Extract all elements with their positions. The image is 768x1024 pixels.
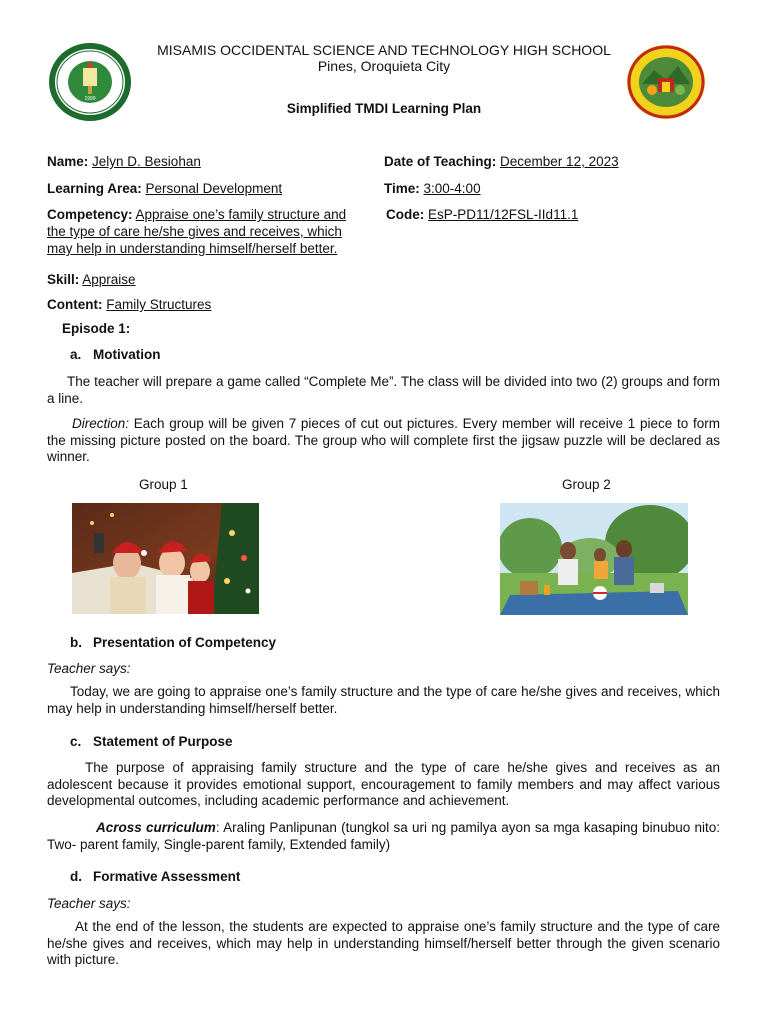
name-field [47,153,201,170]
competency-line-2: the type of care he/she gives and receives, which [47,224,342,239]
school-header [0,42,768,74]
section-b-letter: b. [70,635,82,650]
skill-field [47,271,136,288]
section-d-title: Formative Assessment [93,869,241,884]
direction-paragraph [47,416,720,466]
teacher-says-d: Teacher says: [47,896,131,911]
time-value: 3:00-4:00 [423,181,481,196]
teacher-says-b: Teacher says: [47,661,131,676]
school-name: MISAMIS OCCIDENTAL SCIENCE AND TECHNOLOGY HIGH SCHOOL [157,42,611,58]
section-a-title: Motivation [93,347,161,362]
competency-label: Competency: [47,207,133,222]
section-c-letter: c. [70,734,82,749]
time-field [384,180,481,197]
area-label: Learning Area: [47,181,142,196]
across-curriculum-paragraph [47,820,720,853]
competency-field [47,206,377,257]
section-a-letter: a. [70,347,82,362]
assessment-paragraph: At the end of the lesson, the students are expected to appraise one’s family structure and the type of care he/she gives and receives, which may help in understanding himself/herself better through the given scenario with picture. [47,919,720,967]
content-value: Family Structures [106,297,212,312]
content-field [47,296,211,313]
motivation-paragraph: The teacher will prepare a game called “Complete Me”. The class will be divided into two (2) groups and form a line. [47,374,720,406]
presentation-paragraph: Today, we are going to appraise one’s family structure and the type of care he/she gives and receives, which may help in understanding himself/herself better. [47,684,720,716]
competency-line-3: may help in understanding himself/herself better. [47,241,338,256]
plan-title: Simplified TMDI Learning Plan [286,101,482,116]
code-value: EsP-PD11/12FSL-IId11.1 [428,207,579,222]
across-curriculum-text: : Araling Panlipunan (tungkol sa uri ng pamilya ayon sa mga kasaping binubuo nito: Two- parent family, Single-parent family, Extended family) [47,820,720,852]
school-location: Pines, Oroquieta City [317,58,451,74]
skill-value: Appraise [82,272,136,287]
skill-label: Skill: [47,272,80,287]
code-label: Code: [386,207,425,222]
competency-line-1: Appraise one’s family structure and [135,207,347,222]
name-label: Name: [47,154,89,169]
group-2-label: Group 2 [562,477,611,492]
across-curriculum-label: Across curriculum [96,820,216,835]
name-value: Jelyn D. Besiohan [92,154,201,169]
direction-text: Each group will be given 7 pieces of cut out pictures. Every member will receive 1 piece to form the missing picture posted on the board. The group who will complete first the jigsaw puzzle will be declared as winner. [47,416,720,464]
family-christmas-photo [72,503,259,614]
episode-heading: Episode 1: [62,321,131,336]
direction-label: Direction: [72,416,130,431]
group-1-label: Group 1 [139,477,188,492]
learning-area-field [47,180,282,197]
date-value: December 12, 2023 [500,154,619,169]
content-label: Content: [47,297,103,312]
svg-text:1999: 1999 [84,96,96,102]
purpose-paragraph: The purpose of appraising family structure and the type of care he/she gives and receives as an adolescent because it provides emotional support, encouragement to family members and may affect various developmental outcomes, including academic performance and achievement. [47,760,720,808]
time-label: Time: [384,181,420,196]
area-value: Personal Development [145,181,283,196]
date-field [384,153,619,170]
section-d-letter: d. [70,869,82,884]
code-field [386,206,578,223]
family-picnic-photo [500,503,688,615]
date-label: Date of Teaching: [384,154,497,169]
section-c-title: Statement of Purpose [93,734,233,749]
section-b-title: Presentation of Competency [93,635,277,650]
